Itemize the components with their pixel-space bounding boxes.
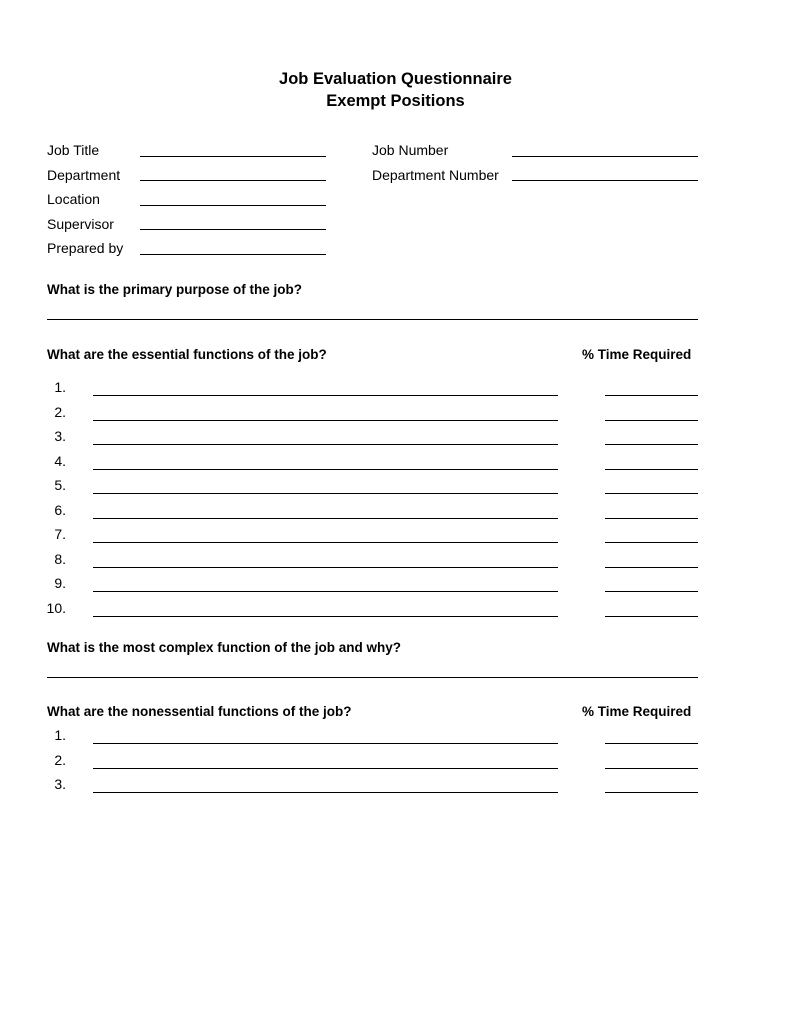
essential-function-number: 8. bbox=[54, 551, 66, 567]
essential-function-number: 10. bbox=[46, 600, 66, 616]
nonessential-function-number: 3. bbox=[54, 776, 66, 792]
department-label: Department bbox=[47, 167, 121, 183]
job-number-field[interactable] bbox=[512, 156, 698, 157]
nonessential-function-time-percent-line[interactable] bbox=[605, 792, 698, 793]
essential-functions-question: What are the essential functions of the job? bbox=[47, 347, 327, 362]
nonessential-function-description-line[interactable] bbox=[93, 768, 558, 769]
time-required-header: % Time Required bbox=[582, 347, 692, 362]
essential-function-number: 2. bbox=[54, 404, 66, 420]
job-title-field[interactable] bbox=[140, 156, 326, 157]
essential-function-number: 5. bbox=[54, 477, 66, 493]
essential-function-description-line[interactable] bbox=[93, 591, 558, 592]
nonessential-function-number: 1. bbox=[54, 727, 66, 743]
page-title: Job Evaluation Questionnaire bbox=[279, 70, 512, 88]
most-complex-answer-line[interactable] bbox=[47, 677, 698, 678]
job-title-label: Job Title bbox=[47, 142, 100, 158]
time-required-header-nonessential: % Time Required bbox=[582, 704, 692, 719]
nonessential-function-description-line[interactable] bbox=[93, 792, 558, 793]
nonessential-functions-question: What are the nonessential functions of the job? bbox=[47, 704, 352, 719]
nonessential-function-time-percent-line[interactable] bbox=[605, 768, 698, 769]
essential-function-time-percent-line[interactable] bbox=[605, 591, 698, 592]
essential-function-number: 6. bbox=[54, 502, 66, 518]
essential-function-description-line[interactable] bbox=[93, 542, 558, 543]
primary-purpose-answer-line[interactable] bbox=[47, 319, 698, 320]
essential-function-time-percent-line[interactable] bbox=[605, 493, 698, 494]
essential-function-description-line[interactable] bbox=[93, 616, 558, 617]
essential-function-description-line[interactable] bbox=[93, 469, 558, 470]
essential-function-time-percent-line[interactable] bbox=[605, 469, 698, 470]
supervisor-label: Supervisor bbox=[47, 216, 114, 232]
prepared-by-label: Prepared by bbox=[47, 240, 124, 256]
essential-function-time-percent-line[interactable] bbox=[605, 395, 698, 396]
location-field[interactable] bbox=[140, 205, 326, 206]
department-field[interactable] bbox=[140, 180, 326, 181]
department-number-field[interactable] bbox=[512, 180, 698, 181]
primary-purpose-question: What is the primary purpose of the job? bbox=[47, 282, 303, 297]
essential-function-number: 7. bbox=[54, 526, 66, 542]
essential-function-time-percent-line[interactable] bbox=[605, 420, 698, 421]
department-number-label: Department Number bbox=[372, 167, 499, 183]
essential-function-description-line[interactable] bbox=[93, 567, 558, 568]
essential-function-description-line[interactable] bbox=[93, 518, 558, 519]
essential-function-description-line[interactable] bbox=[93, 444, 558, 445]
essential-function-time-percent-line[interactable] bbox=[605, 518, 698, 519]
essential-function-number: 9. bbox=[54, 575, 66, 591]
essential-function-description-line[interactable] bbox=[93, 395, 558, 396]
essential-function-description-line[interactable] bbox=[93, 493, 558, 494]
essential-function-number: 3. bbox=[54, 428, 66, 444]
nonessential-function-number: 2. bbox=[54, 752, 66, 768]
location-label: Location bbox=[47, 191, 100, 207]
page-subtitle: Exempt Positions bbox=[326, 92, 465, 110]
essential-function-number: 4. bbox=[54, 453, 66, 469]
essential-function-description-line[interactable] bbox=[93, 420, 558, 421]
essential-function-time-percent-line[interactable] bbox=[605, 444, 698, 445]
nonessential-function-description-line[interactable] bbox=[93, 743, 558, 744]
essential-function-time-percent-line[interactable] bbox=[605, 616, 698, 617]
essential-function-time-percent-line[interactable] bbox=[605, 567, 698, 568]
job-number-label: Job Number bbox=[372, 142, 449, 158]
prepared-by-field[interactable] bbox=[140, 254, 326, 255]
essential-function-number: 1. bbox=[54, 379, 66, 395]
most-complex-question: What is the most complex function of the job and why? bbox=[47, 640, 402, 655]
essential-function-time-percent-line[interactable] bbox=[605, 542, 698, 543]
nonessential-function-time-percent-line[interactable] bbox=[605, 743, 698, 744]
supervisor-field[interactable] bbox=[140, 229, 326, 230]
